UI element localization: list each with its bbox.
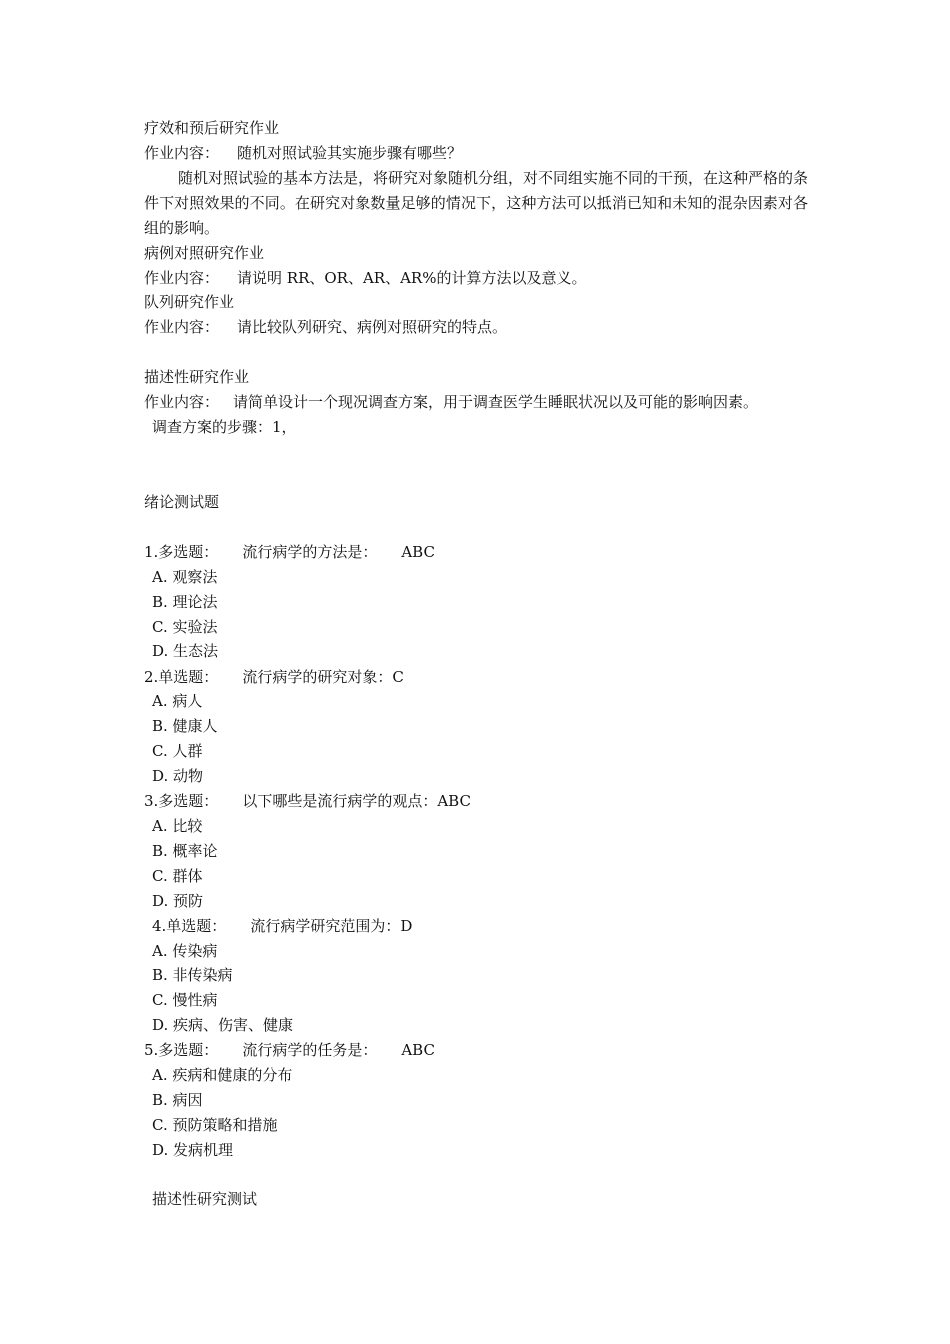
q4-option-d: D. 疾病、伤害、健康 <box>152 1016 294 1034</box>
question-4 <box>152 916 412 936</box>
question-answer: C <box>392 668 404 686</box>
question-answer: D <box>400 917 413 935</box>
q4-option-a: A. 传染病 <box>152 942 218 960</box>
question-answer: ABC <box>437 792 471 810</box>
question-label: 作业内容： <box>144 393 220 411</box>
question-5 <box>144 1040 435 1060</box>
descriptive-test-title: 描述性研究测试 <box>152 1190 258 1208</box>
question-stem: 流行病学的研究对象： <box>242 668 393 686</box>
question-prefix: 5.多选题： <box>144 1041 219 1059</box>
q2-option-a: A. 病人 <box>152 692 203 710</box>
q2-option-b: B. 健康人 <box>152 717 218 735</box>
q4-option-c: C. 慢性病 <box>152 991 218 1009</box>
cohort-homework-title: 队列研究作业 <box>144 293 235 311</box>
question-prefix: 3.多选题： <box>144 792 219 810</box>
q5-option-a: A. 疾病和健康的分布 <box>152 1066 293 1084</box>
q3-option-b: B. 概率论 <box>152 842 218 860</box>
efficacy-answer-paragraph: 随机对照试验的基本方法是，将研究对象随机分组，对不同组实施不同的干预，在这种严格的条件下对照效果的不同。在研究对象数量足够的情况下，这种方法可以抵消已知和未知的混杂因素对各组的影响。 <box>144 169 809 237</box>
question-stem: 流行病学研究范围为： <box>250 917 401 935</box>
q2-option-c: C. 人群 <box>152 742 203 760</box>
question-prefix: 4.单选题： <box>152 917 227 935</box>
q1-option-c: C. 实验法 <box>152 618 218 636</box>
q5-option-c: C. 预防策略和措施 <box>152 1116 278 1134</box>
q1-option-a: A. 观察法 <box>152 568 218 586</box>
question-text: 请说明 RR、OR、AR、AR%的计算方法以及意义。 <box>237 269 587 287</box>
q3-option-d: D. 预防 <box>152 892 204 910</box>
question-stem: 流行病学的任务是： <box>242 1041 378 1059</box>
question-text: 随机对照试验其实施步骤有哪些？ <box>237 144 463 162</box>
question-stem: 以下哪些是流行病学的观点： <box>242 792 438 810</box>
question-text: 请比较队列研究、病例对照研究的特点。 <box>237 318 508 336</box>
descriptive-homework-question <box>144 392 758 412</box>
question-3 <box>144 791 471 811</box>
descriptive-homework-title: 描述性研究作业 <box>144 368 250 386</box>
question-answer: ABC <box>401 543 435 561</box>
question-2 <box>144 667 404 687</box>
question-prefix: 2.单选题： <box>144 668 219 686</box>
q4-option-b: B. 非传染病 <box>152 966 233 984</box>
descriptive-homework-steps: 调查方案的步骤：1， <box>152 418 297 436</box>
question-prefix: 1.多选题： <box>144 543 219 561</box>
question-1 <box>144 542 435 562</box>
q5-option-d: D. 发病机理 <box>152 1141 234 1159</box>
question-label: 作业内容： <box>144 144 220 162</box>
efficacy-homework-title: 疗效和预后研究作业 <box>144 119 280 137</box>
q2-option-d: D. 动物 <box>152 767 204 785</box>
case-control-homework-question <box>144 268 586 288</box>
question-stem: 流行病学的方法是： <box>242 543 378 561</box>
question-label: 作业内容： <box>144 269 220 287</box>
efficacy-homework-question <box>144 143 462 163</box>
cohort-homework-question <box>144 317 507 337</box>
intro-test-title: 绪论测试题 <box>144 493 220 511</box>
q5-option-b: B. 病因 <box>152 1091 203 1109</box>
question-answer: ABC <box>401 1041 435 1059</box>
q3-option-a: A. 比较 <box>152 817 203 835</box>
q1-option-b: B. 理论法 <box>152 593 218 611</box>
q3-option-c: C. 群体 <box>152 867 203 885</box>
question-text: 请简单设计一个现况调查方案，用于调查医学生睡眠状况以及可能的影响因素。 <box>233 393 759 411</box>
case-control-homework-title: 病例对照研究作业 <box>144 244 265 262</box>
q1-option-d: D. 生态法 <box>152 642 219 660</box>
question-label: 作业内容： <box>144 318 220 336</box>
